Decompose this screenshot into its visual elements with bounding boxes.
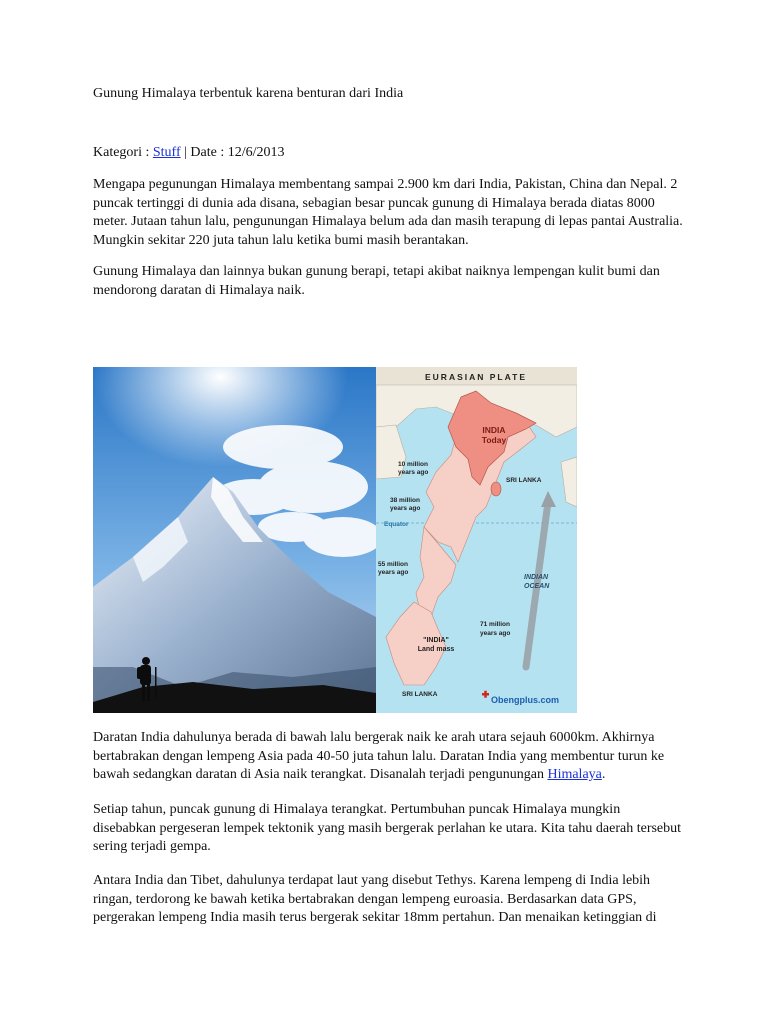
sri-lanka-bottom-label: SRI LANKA	[402, 691, 438, 698]
equator-label: Equator	[384, 521, 409, 528]
india-drift-map	[376, 367, 577, 713]
figure	[93, 367, 577, 713]
paragraph-drift-end: .	[601, 767, 606, 782]
category-label: Kategori :	[93, 145, 153, 160]
paragraph-drift	[93, 729, 683, 785]
label-38-million-1: 38 million	[390, 497, 420, 504]
himalaya-link[interactable]: Himalaya	[547, 767, 602, 782]
label-10-million-1: 10 million	[398, 461, 428, 468]
indian-ocean-label-2: OCEAN	[524, 583, 550, 590]
label-38-million-2: years ago	[390, 505, 421, 512]
india-today-label-2: Today	[481, 435, 507, 445]
article-meta	[93, 145, 285, 161]
paragraph-tethys: Antara India dan Tibet, dahulunya terdapat laut yang disebut Tethys. Karena lempeng di India lebih ringan, terdorong ke bawah ketika bertabrakan dengan lempeng euroasia. Berdasarkan data GPS, pergerakan lempeng India masih terus bergerak sekitar 18mm pertahun. Dan menaikan ketinggian di	[93, 873, 657, 925]
category-link[interactable]: Stuff	[152, 145, 181, 160]
label-55-million-2: years ago	[378, 569, 409, 576]
mountain-photo	[93, 367, 376, 713]
paragraph-plates: Gunung Himalaya dan lainnya bukan gunung berapi, tetapi akibat naiknya lempengan kulit bumi dan mendorong daratan di Himalaya naik.	[93, 264, 660, 298]
label-71-million-1: 71 million	[480, 621, 510, 628]
india-today-label-1: INDIA	[482, 425, 506, 435]
date-label: | Date : 12/6/2013	[180, 145, 285, 160]
land-mass-label-1: "INDIA"	[423, 637, 449, 644]
paragraph-drift-text: Daratan India dahulunya berada di bawah lalu bergerak naik ke arah utara sejauh 6000km. Akhirnya bertabrakan dengan lempeng Asia pada 40-50 juta tahun lalu. Daratan India yang membentur turun ke bawah sedangkan daratan di Asia naik terangkat. Disanalah terjadi pengunungan	[93, 730, 665, 782]
land-mass-label-2: Land mass	[417, 646, 455, 653]
indian-ocean-label-1: INDIAN	[524, 574, 549, 581]
label-71-million-2: years ago	[480, 630, 511, 637]
watermark-text: Obengplus.com	[491, 695, 560, 705]
eurasian-plate-label: EURASIAN PLATE	[425, 372, 527, 382]
paragraph-growth: Setiap tahun, puncak gunung di Himalaya terangkat. Pertumbuhan puncak Himalaya mungkin disebabkan pergeseran lempek tektonik yang masih bergerak perlahan ke utara. Kita tahu daerah tersebut sering terjadi gempa.	[93, 802, 682, 854]
label-55-million-1: 55 million	[378, 561, 408, 568]
paragraph-intro: Mengapa pegunungan Himalaya membentang sampai 2.900 km dari India, Pakistan, China dan Nepal. 2 puncak tertinggi di dunia ada disana, sebagian besar puncak gunung di Himalaya berada diatas 8000 meter. Jutaan tahun lalu, pengunungan Himalaya belum ada dan masih terapung di lepas pantai Australia. Mungkin sekitar 220 juta tahun lalu ketika bumi masih berantakan.	[93, 177, 683, 248]
sri-lanka-top-label: SRI LANKA	[506, 477, 542, 484]
label-10-million-2: years ago	[398, 469, 429, 476]
article-title: Gunung Himalaya terbentuk karena benturan dari India	[93, 86, 404, 101]
